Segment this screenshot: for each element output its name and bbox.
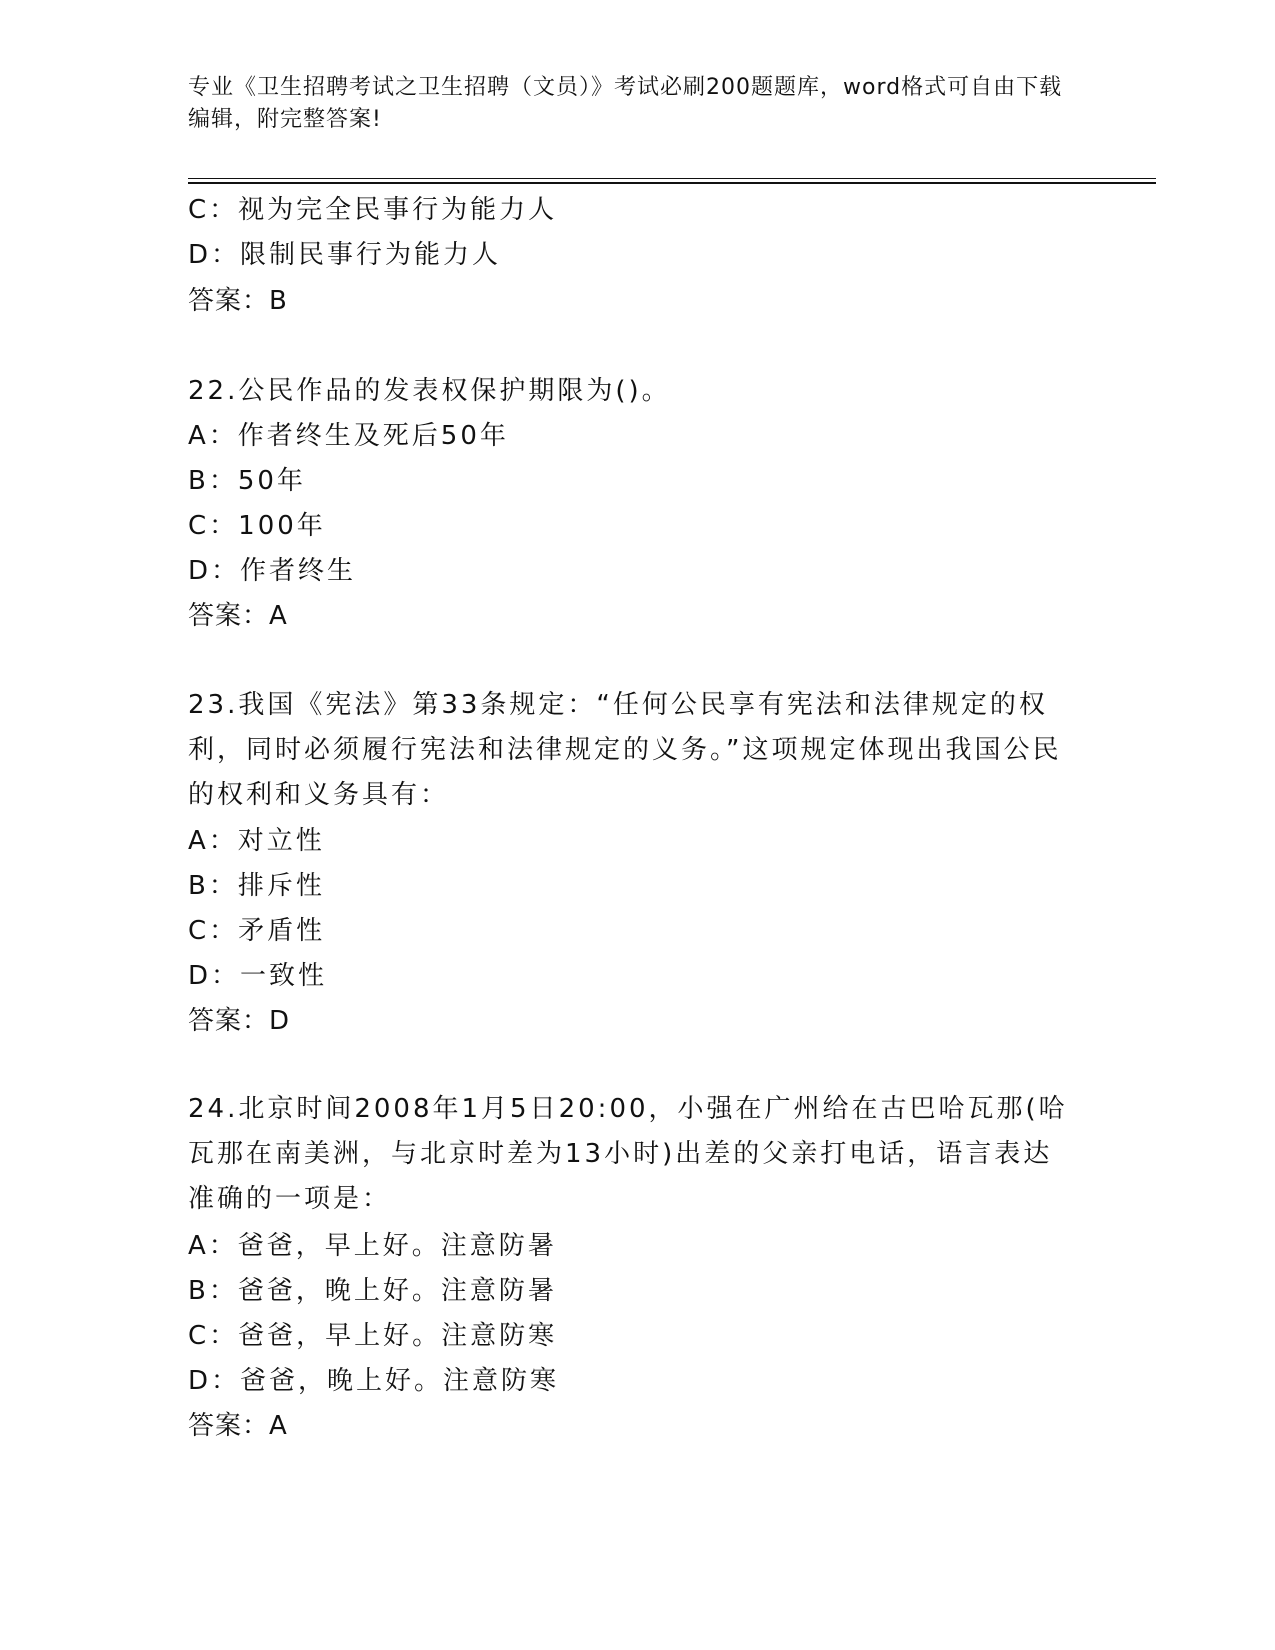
header-rule-thick (188, 182, 1156, 184)
q24-option-b: B：爸爸，晚上好。注意防暑 (188, 1276, 557, 1306)
q24-option-d: D：爸爸，晚上好。注意防寒 (188, 1366, 560, 1396)
q24-stem: 24.北京时间2008年1月5日20:00，小强在广州给在古巴哈瓦那(哈瓦那在南美洲，与北京时差为13小时)出差的父亲打电话，语言表达准确的一项是： (188, 1094, 1068, 1214)
q23-option-b: B：排斥性 (188, 871, 325, 901)
q22-option-b: B：50年 (188, 466, 306, 496)
q21-option-c: C：视为完全民事行为能力人 (188, 195, 558, 225)
q22-stem: 22.公民作品的发表权保护期限为()。 (188, 376, 671, 406)
q21-option-d: D：限制民事行为能力人 (188, 240, 502, 270)
q23-answer: 答案：D (188, 1006, 291, 1036)
q22-answer: 答案：A (188, 601, 288, 631)
q22-option-a: A：作者终生及死后50年 (188, 421, 509, 451)
q23-option-c: C：矛盾性 (188, 916, 326, 946)
q22-option-d: D：作者终生 (188, 556, 357, 586)
q24-answer: 答案：A (188, 1411, 288, 1441)
q23-stem: 23.我国《宪法》第33条规定：“任何公民享有宪法和法律规定的权利，同时必须履行宪法和法律规定的义务。”这项规定体现出我国公民的权利和义务具有： (188, 690, 1062, 810)
q24-option-c: C：爸爸，早上好。注意防寒 (188, 1321, 558, 1351)
q24-option-a: A：爸爸，早上好。注意防暑 (188, 1231, 557, 1261)
q22-option-c: C：100年 (188, 511, 326, 541)
document-header: 专业《卫生招聘考试之卫生招聘（文员）》考试必刷200题题库，word格式可自由下载编辑，附完整答案! (188, 75, 1063, 132)
header-rule-thin (188, 178, 1156, 179)
q23-option-d: D：一致性 (188, 961, 328, 991)
q21-answer: 答案：B (188, 286, 288, 316)
q23-option-a: A：对立性 (188, 826, 325, 856)
